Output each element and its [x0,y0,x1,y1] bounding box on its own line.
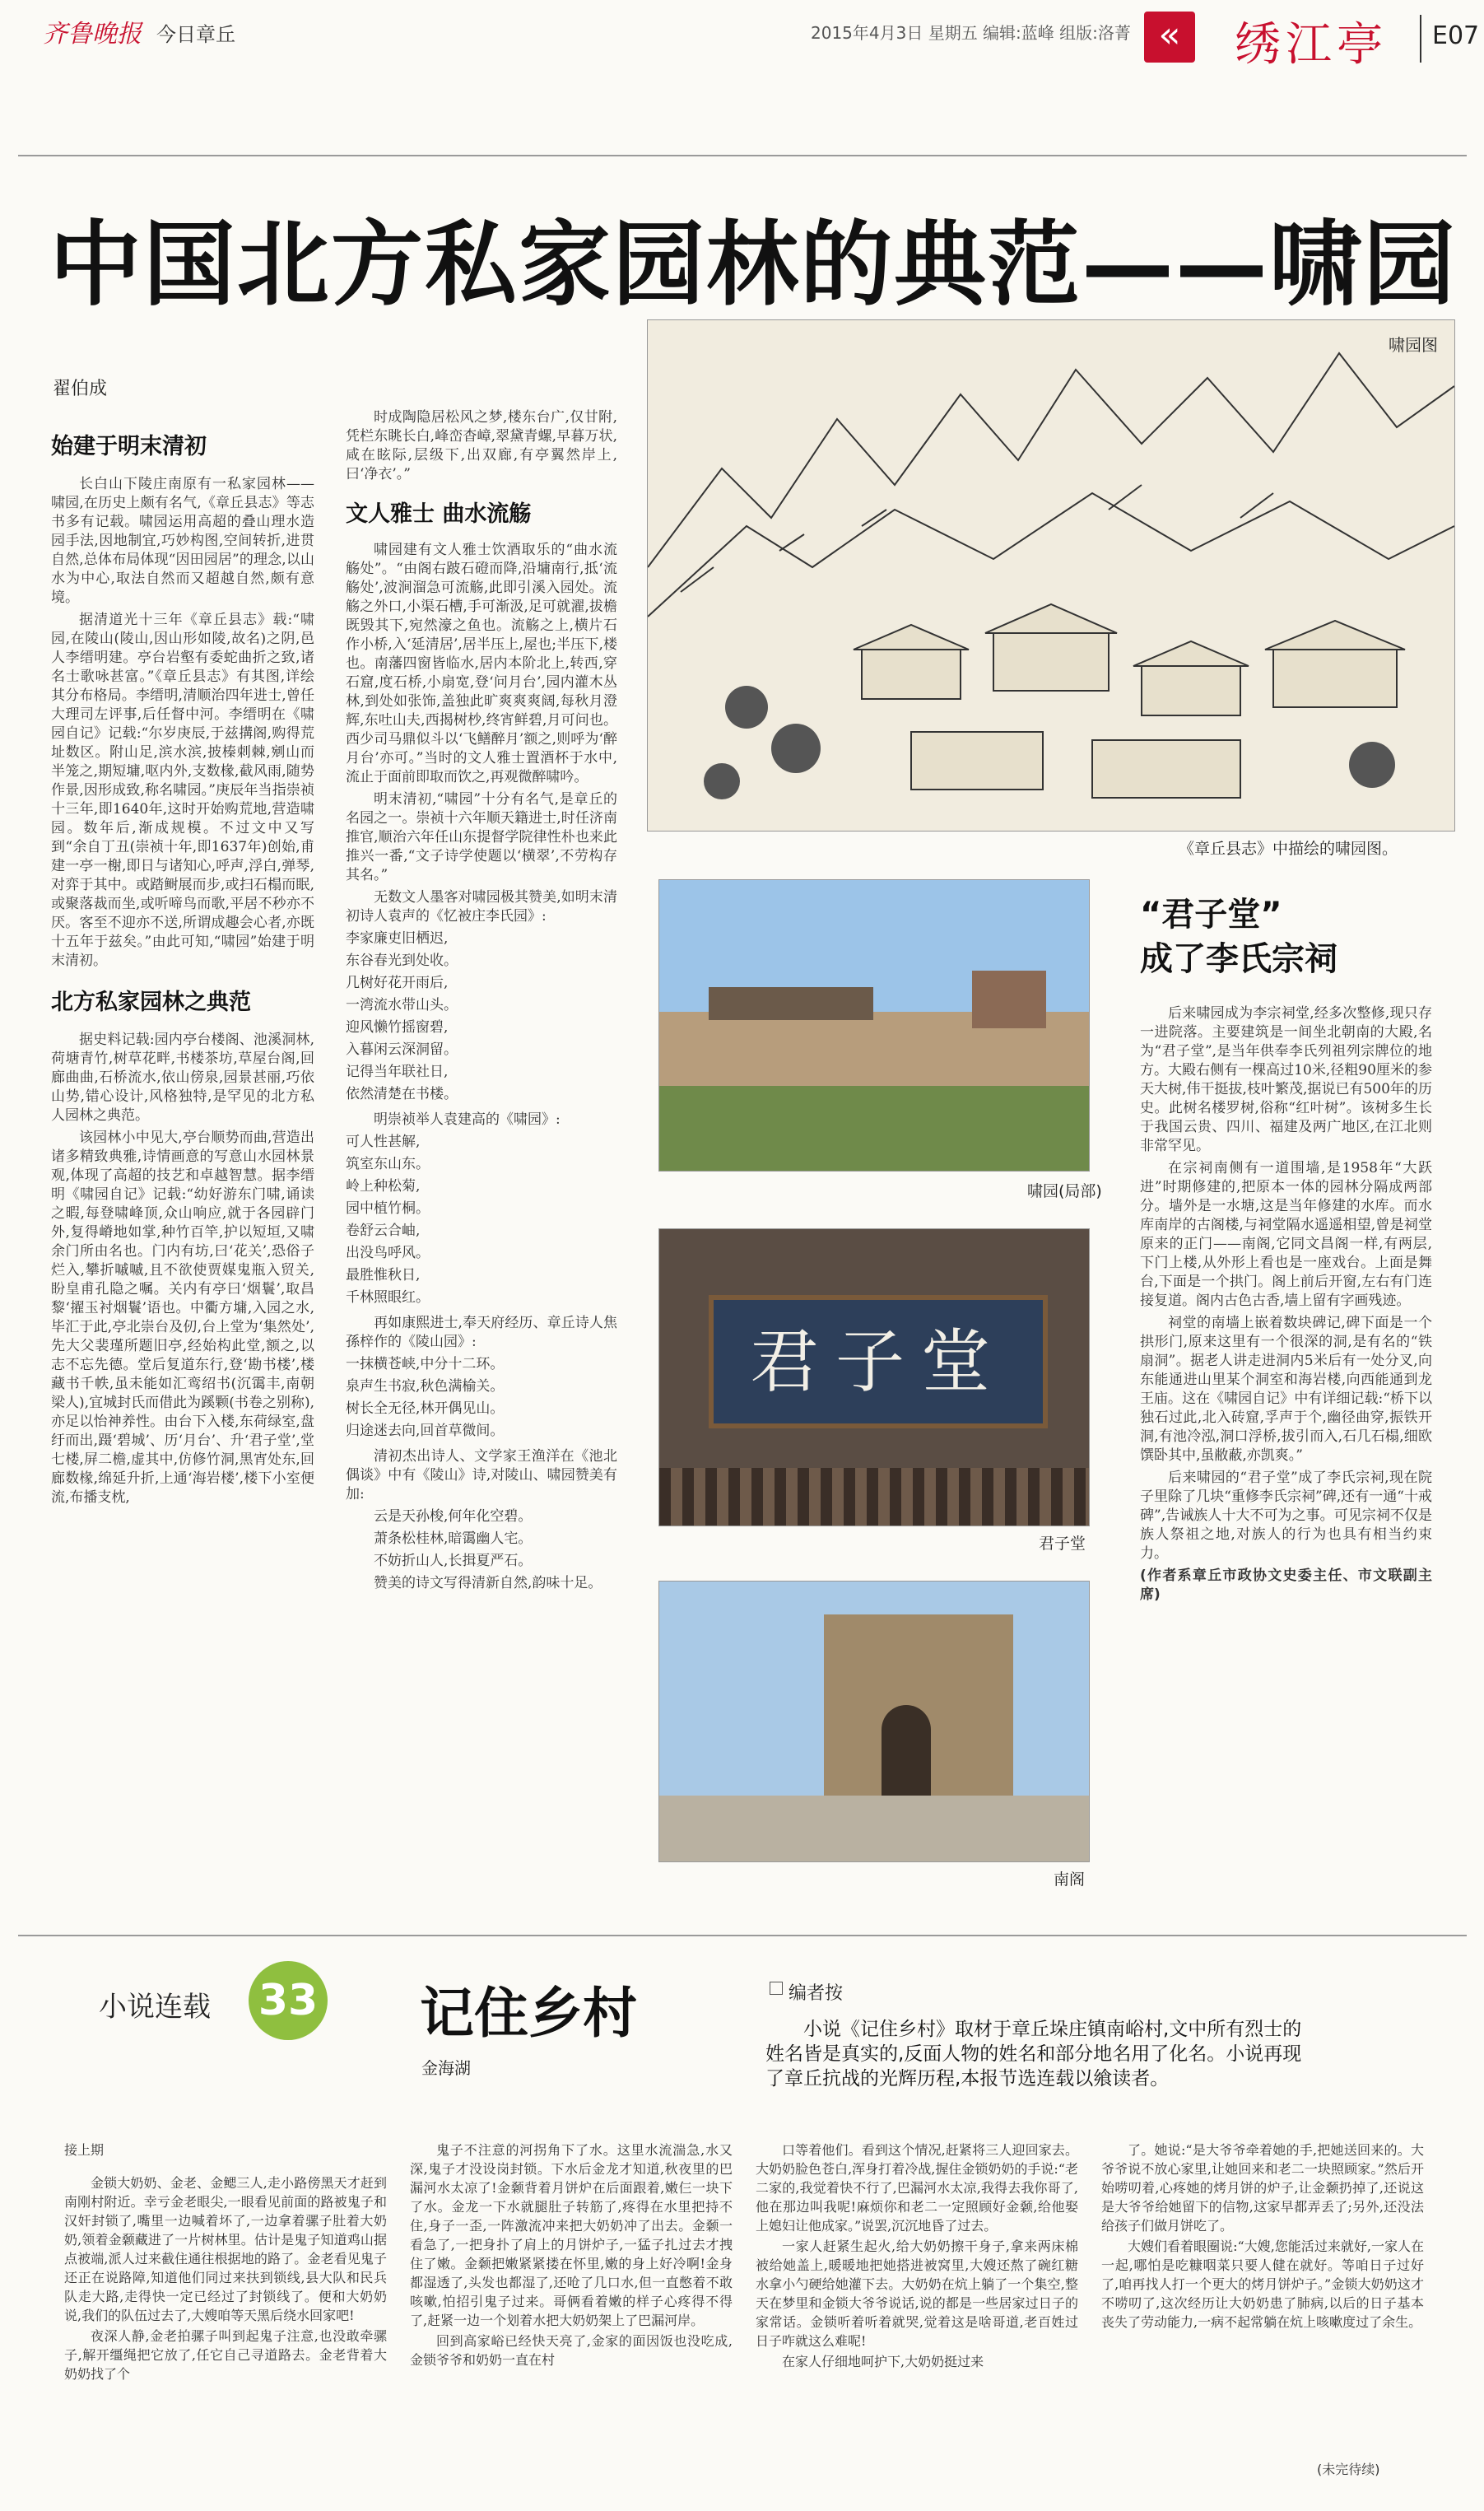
novel-title: 记住乡村 [420,1981,637,2045]
drawing-inset-title: 啸园图 [1389,335,1438,355]
serial-number-badge: 33 [249,1961,328,2040]
paragraph: 时成陶隐居松风之梦,楼东台广,仅甘附,凭栏东眺长白,峰峦杳嶂,翠黛青螺,早暮万状,咸在眩际,层级下,出双廊,有亭翼然岸上,曰‘净衣’。” [346,409,617,482]
paragraph: 祠堂的南墙上嵌着数块碑记,碑下面是一个拱形门,原来这里有一个很深的洞,是有名的“铁扇洞”。据老人讲走进洞内5米后有一处分叉,向东能通进山里某个洞室和海岩楼,向西能通到龙王庙。这在《啸园自记》中有详细记载:“桥下以独石过此,北入砖窟,孚声于个,幽径曲穿,振铁开洞,有池冷泓,洞口浮桥,拔引而入,石几石榻,细欧馔卧其中,虽敝蔽,亦凯爽。” [1140,1315,1432,1464]
paragraph: 不妨折山人,长揖夏严石。 [374,1553,533,1569]
subheading-scholars: 文人雅士 曲水流觞 [346,501,532,527]
lattice-window [659,1468,1089,1526]
paragraph: 在家人仔细地呵护下,大奶奶挺过来 [782,2354,984,2369]
column-2d-body [346,1314,617,1352]
side-headline-line-2: 成了李氏宗祠 [1140,940,1337,978]
to-be-continued: (未完待续) [1317,2462,1380,2477]
paragraph: 园中植竹桐。 [346,1200,430,1217]
paragraph: 明崇祯举人袁建高的《啸园》: [374,1111,561,1128]
paragraph: 口等着他们。看到这个情况,赶紧将三人迎回家去。大奶奶脸色苍白,浑身打着冷战,握住金锁奶奶的手说:“老二家的,我觉着快不行了,巴漏河水太凉,我得去我你哥了,他在那边叫我呢!麻烦你和老二一定照顾好金颡,给他娶上媳妇让他成家。”说罢,沉沉地昏了过去。 [756,2142,1078,2234]
paragraph: 啸园建有文人雅士饮酒取乐的“曲水流觞处”。“由阁右跛石磴而降,沿墉南行,抵‘流觞处’,波涧溜急可流觞,此即引溪入园处。流觞之外口,小渠石槽,手可渐汲,足可就濯,拔檐既毁其下,宛然濠之鱼也。流觞之上,横片石作小桥,入‘延清居’,居半压上,屋也;半压下,楼也。南藩四窗皆临水,居内本阶北上,转西,穿石窟,度石桥,小扇宽,登‘问月台’,园内灌木丛林,到处如张饰,盖独此旷爽爽爽阔,每秋月澄辉,东吐山夫,西揭树杪,终宵鲜碧,月可问也。西少司马鼎似斗以‘飞鳝醉月’额之,则呼为‘醉月台’亦可。”当时的文人雅士置酒杯于水中,流止于面前即取而饮之,再观微醉啸吟。 [346,542,617,785]
paragraph: 后来啸园的“君子堂”成了李氏宗祠,现在院子里除了几块“重修李氏宗祠”碑,还有一通“十戒碑”,告诫族人十大不可为之事。可见宗祠不仅是族人祭祖之地,对族人的行为也具有相当约束力。 [1140,1470,1432,1562]
column-1-body [51,475,314,971]
novel-author: 金海湖 [421,2058,471,2078]
paragraph: 明末清初,“啸园”十分有名气,是章丘的名园之一。崇祯十六年顺天籍进士,时任济南推官,顺治六年任山东提督学院律性朴也来此推兴一番,“文子诗学使题以‘横翠’,不劳构存其名。” [346,791,617,883]
edition-name: 今日章丘 [156,23,235,46]
paragraph: 最胜惟秋日, [346,1267,421,1283]
article-headline: 中国北方私家园林的典范——啸园 [49,212,1457,319]
arch-door [882,1705,931,1804]
pond [659,1086,1089,1171]
newspaper-logo: 齐鲁晚报 [43,20,142,49]
subheading-origin: 始建于明末清初 [51,434,207,459]
photo-south-pavilion [658,1581,1090,1862]
section-title: 绣江亭 [1235,18,1388,72]
plaque-text: 君子堂 [749,1321,1007,1402]
paragraph: 岭上种松菊, [346,1178,421,1195]
paragraph: 筑室东山东。 [346,1156,430,1172]
poem-1 [346,929,617,1104]
paragraph: 后来啸园成为李宗祠堂,经多次整修,现只存一进院落。主要建筑是一间坐北朝南的大殿,名为“君子堂”,是当年供奉李氏列祖列宗牌位的地方。大殿右侧有一棵高过10米,径粗90厘米的参天大树,伟干挺拔,枝叶繁茂,据说已有500年的历史。此树名楼罗树,俗称“红叶树”。该树多生长于我国云贵、四川、福建及两广地区,在江北则非常罕见。 [1140,1005,1432,1154]
poem-3 [346,1355,617,1441]
paragraph: 云是天孙梭,何年化空碧。 [374,1508,533,1525]
paragraph: 出没鸟呼风。 [346,1245,430,1261]
novel-column-1 [64,2173,387,2385]
photo-garden-partial [658,879,1090,1172]
paragraph: 在宗祠南侧有一道围墙,是1958年“大跃进”时期修建的,把原本一体的园林分隔成两部分。墙外是一水塘,这是当年修建的水库。而水库南岸的古阁楼,与祠堂隔水遥遥相望,曾是祠堂原来的正门——南阁,它同文昌阁一样,有两层,下门上楼,从外形上看也是一座戏台。上面是舞台,下面是一个拱门。阁上前后开窗,左右有门连接复道。阁内古色古香,墙上留有字画残迹。 [1140,1160,1432,1309]
tower [972,971,1046,1028]
paragraph: 回到高家峪已经快天亮了,金家的面因饭也没吃成,金锁爷爷和奶奶一直在村 [410,2333,733,2368]
paragraph: 东谷春光到处收。 [346,953,458,969]
novel-column-2 [410,2141,733,2371]
paragraph: 李家廉吏旧栖迟, [346,930,449,947]
paragraph: 据清道光十三年《章丘县志》载:“啸园,在陵山(陵山,因山形如陵,故名)之阴,邑人李缙明建。亭台岩壑有委蛇曲折之致,诸名士歌咏甚富。”《章丘县志》有其图,详绘其分布格局。李缙明,清顺治四年进士,曾任大理司左评事,后任督中河。李缙明在《啸园自记》记载:“尔岁庚辰,于兹搆阁,购得荒址数区。附山足,滨水滨,披榛刺棘,剜山而半笼之,期短墉,呕内外,支数椽,截风雨,随势作景,因形成致,称名啸园。”庚辰年当指崇祯十三年,即1640年,这时开始购荒地,营造啸园。数年后,渐成规模。不过文中又写到“余自丁丑(崇祯十年,即1637年)创始,甫建一亭一榭,即日与诸知心,呼声,浮白,弹琴,对弈于其中。或踏鲥展而步,或扫石榻而眠,或聚落裁而坐,或听啼鸟而歌,平居不秒亦不厌。客至不迎亦不送,所谓成趣会心者,亦既十五年于兹矣。”由此可知,“啸园”始建于明末清初。 [51,612,314,969]
paragraph: 无数文人墨客对啸园极其赞美,如明末清初诗人袁声的《忆被庄李氏园》: [346,889,617,925]
article-column-3 [1140,892,1432,1605]
side-headline-line-1: “君子堂” [1140,896,1282,934]
paragraph: 鬼子不注意的河拐角下了水。这里水流湍急,水又深,鬼子才没设岗封锁。下水后金龙才知道,秋夜里的巴漏河水太凉了!金颡背着月饼炉在后面跟着,嫩仨一块下了水。金龙一下水就腿肚子转筋了,疼得在水里把持不住,身子一歪,一阵激流冲来把大奶奶冲了出去。金颡一看急了,一把身扑了肩上的月饼炉子,一猛子扎过去才拽住了嫩。金颡把嫩紧紧搂在怀里,嫩的身上好冷啊!金身都湿透了,头发也都湿了,还呛了几口水,但一直憋着不敢咳嗽,怕招引鬼子过来。哥俩看着嫩的样子心疼得不得了,赶紧一边一个划着水把大奶奶架上了巴漏河岸。 [410,2142,733,2328]
editor-note-label: 编者按 [789,1983,844,2004]
author-note: (作者系章丘市政协文史委主任、市文联副主席) [1140,1568,1432,1603]
photo-junzi-hall [658,1228,1090,1526]
paragraph: 一家人赶紧生起火,给大奶奶擦干身子,拿来两床棉被给她盖上,暖暖地把她搭进被窝里,大嫂还熬了碗红糖水拿小勺硬给她灌下去。大奶奶在炕上躺了一个集空,整天在梦里和金锁大爷爷说话,说的都是一些居家过日子的家常话。金锁听着听着就哭,觉着这是啥哥道,老百姓过日子咋就这么难呢! [756,2238,1078,2349]
paragraph: 归途迷去向,回首草微间。 [346,1423,505,1439]
paragraph: 据史料记载:园内亭台楼阁、池溪洞林,荷塘青竹,树草花畔,书楼茶坊,草屋台阁,回廊曲曲,石桥流水,依山傍泉,园景甚丽,巧依山势,错心设计,风格独特,是罕见的北方私人园林之典范。 [51,1032,314,1124]
caption-gazetteer: 《章丘县志》中描绘的啸园图。 [1179,840,1398,858]
section-divider [18,1935,1467,1936]
paragraph: 入暮闲云深洞留。 [346,1041,458,1058]
paragraph: 泉声生书寂,秋色满榆关。 [346,1378,505,1395]
paragraph: 了。她说:“是大爷爷牵着她的手,把她送回来的。大爷爷说不放心家里,让她回来和老二一块照顾家。”然后开始唠叨着,心疼她的烤月饼的炉子,让金颡扔掉了,还说这是大爷爷给她留下的信物,这家早都弄丢了;另外,还没法给孩子们做月饼吃了。 [1101,2142,1424,2234]
column-2e-body [346,1447,617,1593]
paragraph: 依然清楚在书楼。 [346,1086,458,1102]
column-3-body [1140,1004,1432,1563]
paragraph: 赞美的诗文写得清新自然,韵味十足。 [374,1575,602,1591]
paragraph: 该园林小中见大,亭台顺势而曲,营造出诸多精致典雅,诗情画意的写意山水园林景观,体现了高超的技艺和卓越智慧。据李缙明《啸园自记》记载:“幼好游东门啸,诵读之暇,每登啸峰顶,众山响应,就于各园辟门外,复得嵴地如掌,种竹百竿,护以短垣,又啸余门所由名也。门内有坊,曰‘花关’,恐俗子烂入,攀折嘁嘁,且不欲使贾媒鬼瓶入贸关,盼皇甫孔隐之嘱。关内有亭曰‘烟鬟’,取昌黎‘擢玉衬烟鬟’语也。中衢方墉,入园之水,毕汇于此,亭北崇台及仞,台上堂为‘集然处’,先大父裴瑾所题旧亭,经始构此堂,额之,以志不忘先德。堂后复道东行,登‘勘书楼’,楼藏书千帙,虽未能如汇鸾绍书(沉霭丰,南朝梁人),宜城封氏而借此为蹊颗(书卷之别称),亦足以怡神养性。由台下入楼,东荷绿室,盘纡而出,蹑‘碧城’、历‘月台’、升‘君子堂’,堂七楼,屏二檐,虚其中,仿修竹洞,黑宵处东,回廊数椽,绵延升折,上通‘海岩楼’,楼下小室便流,布播支枕, [51,1130,314,1506]
paragraph: 卷舒云合岫, [346,1223,421,1239]
mountain-garden-illustration [648,320,1454,831]
column-2c-body [346,1111,617,1130]
paragraph: 记得当年联社日, [346,1064,449,1080]
novel-column-4 [1101,2141,1424,2333]
header-divider [1420,15,1421,63]
column-2b-body [346,541,617,926]
header-rule [18,155,1467,156]
poem-2 [346,1133,617,1307]
column-2a-body [346,408,617,484]
paragraph: 萧条松桂林,暗霭幽人宅。 [374,1530,533,1547]
hall-roof [709,987,873,1020]
serial-label: 小说连载 [99,1991,211,2024]
paragraph: 清初杰出诗人、文学家王渔洋在《池北偶谈》中有《陵山》诗,对陵山、啸园赞美有加: [346,1448,617,1502]
editor-note-text: 小说《记住乡村》取材于章丘垛庄镇南峪村,文中所有烈士的姓名皆是真实的,反面人物的姓名和部分地名用了化名。小说再现了章丘抗战的光辉历程,本报节选连载以飨读者。 [765,2019,1302,2089]
article-column-2 [346,408,617,1596]
paragraph: 大嫂们看着眼圈说:“大嫂,您能活过来就好,一家人在一起,哪怕是吃糠咽菜只要人健在就好。等咱日子过好了,咱再找人打一个更大的烤月饼炉子。”金锁大奶奶这才不唠叨了,这次经历让大奶奶患了肺病,以后的日子基本丧失了劳动能力,一病不起常躺在炕上咳嗽度过了余生。 [1101,2238,1424,2330]
paragraph: 几树好花开雨后, [346,975,449,991]
gazetteer-drawing [647,319,1455,832]
paragraph: 一湾流水带山头。 [346,997,458,1013]
caption-south-pavilion: 南阁 [1054,1870,1086,1889]
paragraph: 树长全无径,林开偶见山。 [346,1400,505,1417]
novel-column-3 [756,2141,1078,2373]
paragraph: 可人性甚解, [346,1134,421,1150]
paragraph: 千林照眼红。 [346,1289,430,1306]
paragraph: 迎风懒竹摇窗碧, [346,1019,449,1036]
checkbox-square-icon [770,1982,783,1995]
double-chevron-icon: « [1144,12,1195,63]
article-author: 翟伯成 [53,379,108,399]
paragraph: 一抹横苍峡,中分十二环。 [346,1356,505,1372]
caption-junzi-hall: 君子堂 [1039,1535,1086,1553]
ground [659,1796,1089,1861]
issue-meta: 2015年4月3日 星期五 编辑:蓝峰 组版:洛菁 [811,23,1131,43]
paragraph: 长白山下陵庄南原有一私家园林——啸园,在历史上颇有名气,《章丘县志》等志书多有记载。啸园运用高超的叠山理水造园手法,因地制宜,巧妙构图,空间转折,进贯自然,总体布局体现“因田园居”的理念,以山水为中心,取法自然而又超越自然,颇有意境。 [51,476,314,606]
caption-garden-partial: 啸园(局部) [1027,1182,1102,1200]
article-column-1 [51,428,314,1511]
paragraph: 金锁大奶奶、金老、金鳃三人,走小路傍黑天才赶到南刚村附近。幸亏金老眼尖,一眼看见前面的路被鬼子和汉奸封锁了,嘴里一边喊着坏了,一边拿着骡子肚着大奶奶,领着金颡藏进了一片树林里。估计是鬼子知道鸡山据点被端,派人过来截住通往根据地的路了。金老看见鬼子还正在说路障,知道他们同过来扶到锁线,县大队和民兵队走大路,走得快一定已经过了封锁线了。便和大奶奶说,我们的队伍过去了,大嫂咱等天黑后绕水回家吧! [64,2175,387,2323]
paragraph: 再如康熙进士,奉天府经历、章丘诗人焦孫梓作的《陵山园》: [346,1315,617,1350]
previous-issue-label: 接上期 [64,2142,105,2158]
page-number: E07 [1432,21,1480,50]
subheading-model: 北方私家园林之典范 [51,990,251,1015]
paragraph: 夜深人静,金老拍骡子叫到起鬼子注意,也没敢牵骡子,解开缰绳把它放了,任它自己寻道路去。金老背着大奶奶找了个 [64,2328,387,2382]
column-1b-body [51,1031,314,1507]
hall-plaque [709,1295,1048,1428]
